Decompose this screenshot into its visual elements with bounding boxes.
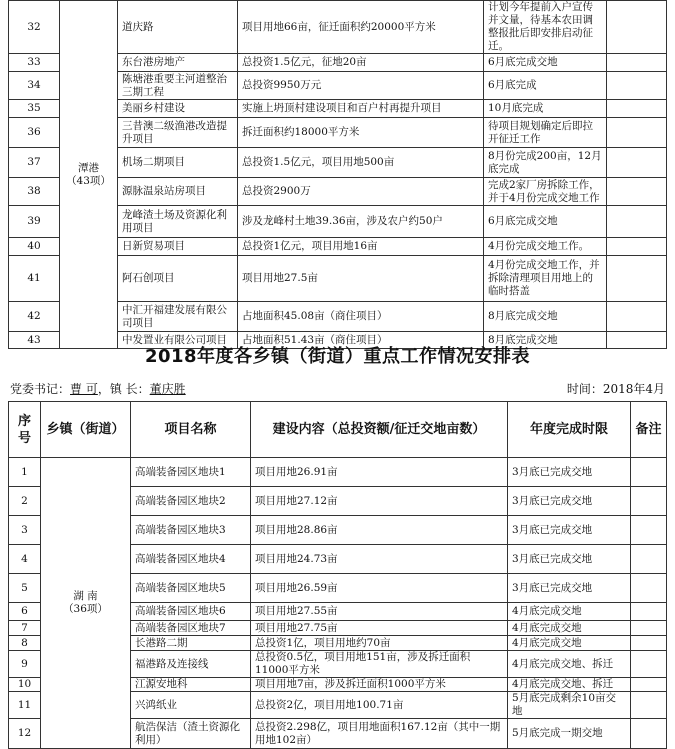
row-number: 33 — [9, 54, 60, 72]
project-content: 涉及龙峰村土地39.36亩，涉及农户约50户 — [238, 206, 484, 238]
note-cell — [607, 1, 667, 54]
row-number: 38 — [9, 178, 60, 206]
row-number: 5 — [9, 574, 41, 603]
project-name: 高端装备园区地块6 — [131, 603, 251, 621]
project-content: 项目用地27.75亩 — [251, 621, 508, 636]
row-number: 32 — [9, 1, 60, 54]
note-cell — [607, 118, 667, 148]
note-cell — [631, 692, 667, 719]
continued-project-table — [8, 0, 667, 349]
signature-line — [10, 380, 665, 398]
header-town: 乡镇（街道） — [41, 402, 131, 458]
project-name: 龙峰渣土场及资源化利用项目 — [118, 206, 238, 238]
project-name: 三昔澳二级渔港改造提升项目 — [118, 118, 238, 148]
header-project-name: 项目名称 — [131, 402, 251, 458]
project-name: 江源安地科 — [131, 678, 251, 692]
table-title: 2018年度各乡镇（街道）重点工作情况安排表 — [144, 346, 531, 367]
row-number: 39 — [9, 206, 60, 238]
completion-deadline: 10月底完成 — [484, 100, 607, 118]
town-group-cell: 湖 南 （36项） — [41, 458, 131, 749]
project-content: 项目用地26.91亩 — [251, 458, 508, 487]
row-number: 40 — [9, 238, 60, 256]
completion-deadline: 3月底已完成交地 — [508, 487, 631, 516]
completion-deadline: 4月份完成交地工作。 — [484, 238, 607, 256]
row-number: 37 — [9, 148, 60, 178]
project-name: 长港路二期 — [131, 636, 251, 651]
project-name: 美丽乡村建设 — [118, 100, 238, 118]
project-name: 高端装备园区地块3 — [131, 516, 251, 545]
completion-deadline: 3月底已完成交地 — [508, 516, 631, 545]
project-name: 陈塘港重要主河道整治三期工程 — [118, 72, 238, 100]
completion-deadline: 8月底完成交地 — [484, 332, 607, 349]
note-cell — [607, 54, 667, 72]
completion-deadline: 5月底完成剩余10亩交地 — [508, 692, 631, 719]
note-cell — [631, 678, 667, 692]
header-no: 序号 — [9, 402, 41, 458]
row-number: 43 — [9, 332, 60, 349]
note-cell — [631, 603, 667, 621]
row-number: 11 — [9, 692, 41, 719]
project-content: 总投资0.5亿，项目用地151亩，涉及拆迁面积11000平方米 — [251, 651, 508, 678]
project-name: 高端装备园区地块4 — [131, 545, 251, 574]
completion-deadline: 3月底已完成交地 — [508, 458, 631, 487]
table-row — [9, 458, 667, 487]
table-row — [9, 1, 667, 54]
completion-deadline: 4月底完成交地 — [508, 603, 631, 621]
project-name: 中发置业有限公司项目 — [118, 332, 238, 349]
secretary-label: 党委书记： — [10, 382, 71, 396]
completion-deadline: 6月底完成交地 — [484, 54, 607, 72]
secretary-name: 曹 可 — [70, 382, 98, 396]
completion-deadline: 4月底完成交地、拆迁 — [508, 678, 631, 692]
note-cell — [631, 719, 667, 749]
completion-deadline: 计划今年提前入户宣传并文量，待基本农田调整报批后即安排启动征迁。 — [484, 1, 607, 54]
project-name: 高端装备园区地块1 — [131, 458, 251, 487]
project-content: 总投资1.5亿元，项目用地500亩 — [238, 148, 484, 178]
row-number: 4 — [9, 545, 41, 574]
header-content: 建设内容（总投资额/征迁交地亩数） — [251, 402, 508, 458]
mayor-name: 董庆胜 — [149, 382, 186, 396]
project-content: 项目用地27.55亩 — [251, 603, 508, 621]
project-content: 项目用地66亩，征迁面积约20000平方米 — [238, 1, 484, 54]
project-content: 项目用地27.5亩 — [238, 256, 484, 302]
project-name: 航浩保洁（渣土资源化利用） — [131, 719, 251, 749]
row-number: 42 — [9, 302, 60, 332]
completion-deadline: 6月底完成 — [484, 72, 607, 100]
officials — [10, 380, 186, 397]
project-content: 项目用地24.73亩 — [251, 545, 508, 574]
project-content: 总投资2.298亿，项目用地面积167.12亩（其中一期用地102亩） — [251, 719, 508, 749]
row-number: 8 — [9, 636, 41, 651]
row-number: 6 — [9, 603, 41, 621]
project-name: 高端装备园区地块7 — [131, 621, 251, 636]
row-number: 3 — [9, 516, 41, 545]
note-cell — [607, 302, 667, 332]
project-name: 中汇开福建发展有限公司项目 — [118, 302, 238, 332]
note-cell — [631, 545, 667, 574]
note-cell — [631, 487, 667, 516]
project-content: 项目用地27.12亩 — [251, 487, 508, 516]
project-content: 实施上坍顶村建设项目和百户村再提升项目 — [238, 100, 484, 118]
project-name: 源脉温泉站房项目 — [118, 178, 238, 206]
note-cell — [631, 458, 667, 487]
completion-deadline: 4月底完成交地、拆迁 — [508, 651, 631, 678]
completion-deadline: 6月底完成交地 — [484, 206, 607, 238]
completion-deadline: 待项目规划确定后即拉开征迁工作 — [484, 118, 607, 148]
project-name: 兴鸿纸业 — [131, 692, 251, 719]
project-name: 高端装备园区地块2 — [131, 487, 251, 516]
project-content: 项目用地28.86亩 — [251, 516, 508, 545]
note-cell — [607, 206, 667, 238]
note-cell — [631, 574, 667, 603]
row-number: 9 — [9, 651, 41, 678]
note-cell — [607, 256, 667, 302]
project-name: 日新贸易项目 — [118, 238, 238, 256]
town-group-cell: 潭港 （43项） — [60, 1, 118, 349]
project-content: 拆迁面积约18000平方米 — [238, 118, 484, 148]
project-content: 总投资9950万元 — [238, 72, 484, 100]
row-number: 1 — [9, 458, 41, 487]
project-content: 总投资1.5亿元，征地20亩 — [238, 54, 484, 72]
row-number: 10 — [9, 678, 41, 692]
row-number: 12 — [9, 719, 41, 749]
row-number: 35 — [9, 100, 60, 118]
header-note: 备注 — [631, 402, 667, 458]
project-content: 占地面积51.43亩（商住项目） — [238, 332, 484, 349]
completion-deadline: 5月底完成一期交地 — [508, 719, 631, 749]
row-number: 7 — [9, 621, 41, 636]
project-schedule-table — [8, 401, 667, 749]
header-row — [9, 402, 667, 458]
completion-deadline: 3月底已完成交地 — [508, 574, 631, 603]
row-number: 2 — [9, 487, 41, 516]
header-deadline: 年度完成时限 — [508, 402, 631, 458]
project-content: 项目用地7亩，涉及拆迁面积1000平方米 — [251, 678, 508, 692]
project-content: 项目用地26.59亩 — [251, 574, 508, 603]
note-cell — [607, 238, 667, 256]
project-name: 阿石创项目 — [118, 256, 238, 302]
completion-deadline: 4月底完成交地 — [508, 636, 631, 651]
project-content: 总投资2900万 — [238, 178, 484, 206]
completion-deadline: 8月底完成交地 — [484, 302, 607, 332]
note-cell — [631, 636, 667, 651]
completion-deadline: 4月底完成交地 — [508, 621, 631, 636]
completion-deadline: 8月份完成200亩，12月底完成 — [484, 148, 607, 178]
completion-deadline: 完成2家厂房拆除工作，并于4月份完成交地工作 — [484, 178, 607, 206]
row-number: 34 — [9, 72, 60, 100]
project-name: 东台港房地产 — [118, 54, 238, 72]
row-number: 41 — [9, 256, 60, 302]
note-cell — [607, 148, 667, 178]
row-number: 36 — [9, 118, 60, 148]
project-name: 机场二期项目 — [118, 148, 238, 178]
project-content: 占地面积45.08亩（商住项目） — [238, 302, 484, 332]
completion-deadline: 3月底已完成交地 — [508, 545, 631, 574]
note-cell — [631, 651, 667, 678]
project-content: 总投资1亿元，项目用地16亩 — [238, 238, 484, 256]
mayor-label: ，镇 长： — [97, 382, 150, 396]
note-cell — [607, 100, 667, 118]
document-date: 时间：2018年4月 — [566, 382, 665, 396]
project-name: 道庆路 — [118, 1, 238, 54]
project-content: 总投资2亿，项目用地100.71亩 — [251, 692, 508, 719]
project-name: 高端装备园区地块5 — [131, 574, 251, 603]
note-cell — [631, 621, 667, 636]
project-name: 福港路及连接线 — [131, 651, 251, 678]
note-cell — [607, 72, 667, 100]
note-cell — [631, 516, 667, 545]
project-content: 总投资1亿，项目用地约70亩 — [251, 636, 508, 651]
note-cell — [607, 178, 667, 206]
completion-deadline: 4月份完成交地工作，并拆除清理项目用地上的临时搭盖 — [484, 256, 607, 302]
